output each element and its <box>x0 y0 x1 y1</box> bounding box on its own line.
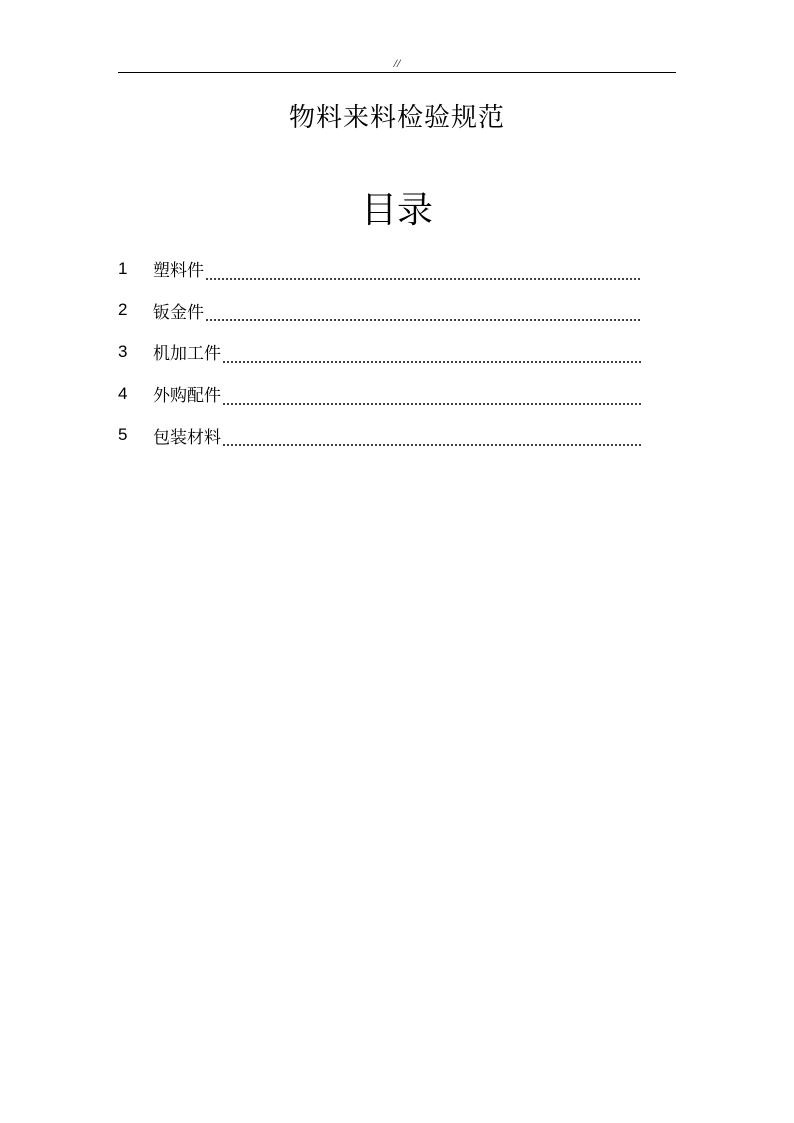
header-mark: // <box>393 56 401 70</box>
toc-entry-label: 钣金件 <box>153 302 204 323</box>
toc-entry-number: 5 <box>118 425 128 445</box>
toc-dot-leader <box>205 308 641 322</box>
toc-dot-leader <box>205 267 641 281</box>
toc-entry-label: 机加工件 <box>153 344 221 365</box>
toc-dot-leader <box>222 392 641 406</box>
toc-dot-leader <box>222 350 641 364</box>
table-of-contents <box>118 248 641 456</box>
toc-entry-machined-parts[interactable] <box>118 331 641 373</box>
toc-entry-label: 塑料件 <box>153 261 204 282</box>
toc-entry-sheet-metal-parts[interactable] <box>118 290 641 332</box>
toc-entry-number: 4 <box>118 383 128 403</box>
toc-entry-purchased-parts[interactable] <box>118 373 641 415</box>
toc-entry-number: 2 <box>118 300 128 320</box>
toc-entry-number: 3 <box>118 341 128 361</box>
toc-entry-label: 包装材料 <box>153 427 221 448</box>
toc-entry-number: 1 <box>118 258 128 278</box>
toc-entry-label: 外购配件 <box>153 386 221 407</box>
toc-dot-leader <box>222 433 641 447</box>
toc-heading: 目录 <box>360 190 433 231</box>
toc-entry-packaging-materials[interactable] <box>118 414 641 456</box>
toc-entry-plastic-parts[interactable] <box>118 248 641 290</box>
header-rule <box>118 72 676 73</box>
document-title: 物料来料检验规范 <box>288 103 505 133</box>
